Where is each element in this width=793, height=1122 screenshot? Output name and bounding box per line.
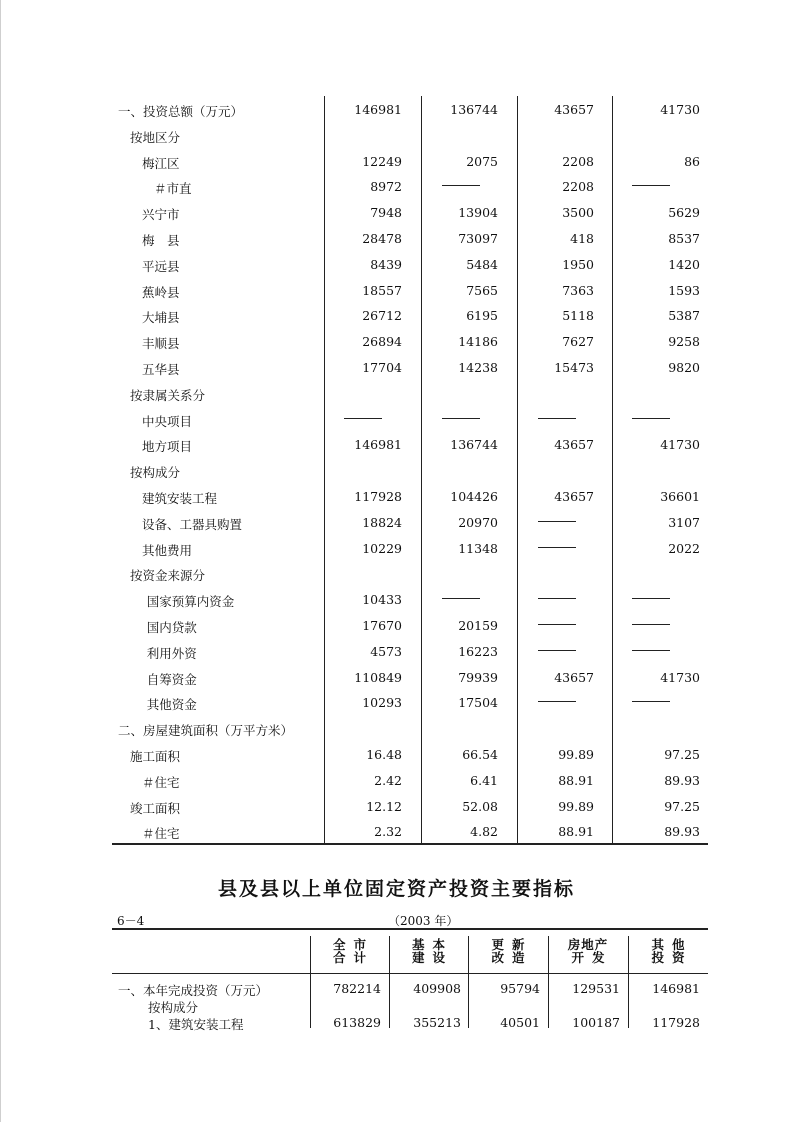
row-label: 按资金来源分 [130,568,206,584]
cell-value: 5387 [668,308,700,324]
cell-value: 9258 [668,334,700,350]
cell-value: 10293 [362,695,402,711]
cell-value: 41730 [660,437,700,453]
cell-value: 18557 [362,282,402,298]
cell-value: 99.89 [558,747,594,762]
empty-value-dash [538,521,576,522]
table-row [112,328,708,354]
cell-value: 14238 [458,360,498,375]
empty-value-dash [538,547,576,548]
cell-value: 7565 [466,282,498,298]
row-label: 蕉岭县 [142,284,180,300]
cell-value: 8439 [370,256,402,272]
row-label: 平远县 [142,258,180,274]
table-row [112,431,708,457]
cell-value: 36601 [660,489,700,504]
row-label: 按地区分 [130,129,181,145]
table-row [112,457,708,483]
cell-value: 129531 [572,981,620,996]
cell-value: 6.41 [470,772,498,788]
cell-value: 7363 [562,282,594,298]
cell-value: 12.12 [366,798,402,814]
column-header-line: 全市 [332,937,374,952]
cell-value: 12249 [362,153,402,169]
column-header-line: 建设 [411,950,453,965]
table-row [112,767,708,793]
cell-value: 14186 [458,334,498,350]
empty-value-dash [344,418,382,419]
cell-value: 43657 [554,437,594,453]
cell-value: 782214 [333,981,381,996]
empty-value-dash [442,418,480,419]
cell-value: 13904 [458,205,498,221]
table-row [112,535,708,561]
investment-table-continued [112,96,708,845]
cell-value: 4.82 [470,824,498,840]
empty-value-dash [632,701,670,702]
empty-value-dash [442,185,480,186]
empty-value-dash [538,701,576,702]
row-label: 梅 县 [142,233,180,248]
cell-value: 79939 [458,669,498,685]
table-row [112,354,708,380]
row-label: 其他费用 [142,542,193,558]
empty-value-dash [632,418,670,419]
column-header [389,938,468,964]
table-number: 6－4 [117,914,145,928]
cell-value: 89.93 [664,772,700,788]
cell-value: 17670 [362,618,402,633]
row-label: 兴宁市 [142,207,180,223]
cell-value: 1950 [562,256,594,272]
column-header-line: 基本 [411,937,453,952]
column-header [628,938,708,964]
cell-value: 136744 [450,102,498,117]
column-header-line: 改造 [491,950,533,965]
cell-value: 11348 [458,540,498,556]
table-row [112,793,708,819]
cell-value: 146981 [354,437,402,453]
cell-value: 2.42 [374,772,402,788]
cell-value: 7627 [562,334,594,350]
empty-value-dash [538,418,576,419]
main-indicators-table [112,928,708,1032]
cell-value: 418 [570,231,594,246]
table-row [112,173,708,199]
cell-value: 8537 [668,231,700,246]
table-top-rule [112,928,708,930]
cell-value: 409908 [413,981,461,996]
cell-value: 41730 [660,669,700,685]
cell-value: 2075 [466,153,498,169]
empty-value-dash [632,624,670,625]
cell-value: 5484 [466,256,498,272]
cell-value: 355213 [413,1015,461,1030]
cell-value: 16.48 [366,747,402,762]
empty-value-dash [538,650,576,651]
empty-value-dash [632,650,670,651]
row-label: 大埔县 [142,310,180,326]
table-row [112,96,708,122]
cell-value: 136744 [450,437,498,453]
row-label: 按构成分 [148,1000,199,1015]
row-label: 1、建筑安装工程 [148,1017,244,1032]
table-row [112,225,708,251]
table-row [112,148,708,174]
table-row [112,251,708,277]
cell-value: 95794 [500,981,540,996]
header-rule [112,973,708,974]
row-label: 梅江区 [142,155,180,171]
row-label: 按构成分 [130,465,181,481]
cell-value: 17504 [458,695,498,711]
column-header-line: 合计 [332,950,374,965]
row-label: ＃住宅 [142,826,180,842]
table-row [112,664,708,690]
cell-value: 10229 [362,540,402,556]
table-row [112,612,708,638]
row-label: 五华县 [142,362,180,377]
cell-value: 8972 [370,179,402,195]
cell-value: 146981 [652,981,700,996]
empty-value-dash [538,624,576,625]
row-label: 其他资金 [146,697,197,713]
row-label: 利用外资 [146,645,197,661]
cell-value: 20159 [458,618,498,633]
cell-value: 104426 [450,489,498,504]
cell-value: 99.89 [558,798,594,814]
page-edge [0,0,1,1122]
table-row [112,406,708,432]
cell-value: 117928 [652,1015,700,1030]
cell-value: 16223 [458,643,498,659]
cell-value: 117928 [354,489,402,504]
cell-value: 5629 [668,205,700,221]
row-label: 施工面积 [130,749,181,764]
column-header-line: 房地产 [567,937,609,952]
cell-value: 2022 [668,540,700,556]
empty-value-dash [632,185,670,186]
column-header-line: 其他 [651,937,693,952]
cell-value: 613829 [333,1015,381,1030]
cell-value: 6195 [466,308,498,324]
row-label: 二、房屋建筑面积（万平方米） [118,723,294,739]
cell-value: 146981 [354,102,402,117]
row-label: 建筑安装工程 [142,491,218,506]
cell-value: 97.25 [664,798,700,814]
cell-value: 26894 [362,334,402,350]
cell-value: 4573 [370,643,402,659]
cell-value: 18824 [362,514,402,530]
table-row [112,980,708,997]
cell-value: 2208 [562,153,594,169]
column-header-line: 投资 [651,950,693,965]
cell-value: 43657 [554,669,594,685]
table-row [112,380,708,406]
cell-value: 88.91 [558,824,594,840]
empty-value-dash [442,598,480,599]
cell-value: 43657 [554,102,594,117]
table-row [112,122,708,148]
row-label: 中央项目 [142,413,193,429]
cell-value: 52.08 [462,798,498,814]
table-row [112,199,708,225]
row-label: 按隶属关系分 [130,387,206,403]
row-label: 丰顺县 [142,336,180,352]
table-year: （2003 年） [388,914,459,928]
cell-value: 89.93 [664,824,700,840]
row-label: 竣工面积 [130,800,181,816]
cell-value: 28478 [362,231,402,246]
table-row [112,715,708,741]
column-header [468,938,548,964]
cell-value: 1420 [668,256,700,272]
cell-value: 86 [684,153,700,169]
row-label: 国内贷款 [146,620,197,635]
table-bottom-rule [112,843,708,845]
table-row [112,302,708,328]
row-label: 设备、工器具购置 [142,516,243,532]
cell-value: 2208 [562,179,594,195]
cell-value: 40501 [500,1015,540,1030]
cell-value: 26712 [362,308,402,324]
cell-value: 3107 [668,514,700,530]
empty-value-dash [538,598,576,599]
cell-value: 9820 [668,360,700,375]
column-header-line: 开发 [571,950,613,965]
column-header-line: 更新 [491,937,533,952]
table-row [112,560,708,586]
empty-value-dash [632,598,670,599]
cell-value: 88.91 [558,772,594,788]
table-row [112,277,708,303]
table-row [112,586,708,612]
cell-value: 5118 [562,308,594,324]
table-row [112,1014,708,1031]
cell-value: 66.54 [462,747,498,762]
row-label: 地方项目 [142,439,193,455]
table-row [112,741,708,767]
row-label: 自筹资金 [146,671,197,687]
cell-value: 73097 [458,231,498,246]
cell-value: 1593 [668,282,700,298]
row-label: ＃住宅 [142,774,180,790]
cell-value: 15473 [554,360,594,375]
cell-value: 10433 [362,592,402,608]
table-row [112,638,708,664]
column-header [548,938,628,964]
table-row [112,818,708,844]
row-label: 一、本年完成投资（万元） [118,983,269,998]
table-row [112,689,708,715]
cell-value: 7948 [370,205,402,221]
cell-value: 3500 [562,205,594,221]
table-row [112,997,708,1014]
cell-value: 2.32 [374,824,402,840]
cell-value: 20970 [458,514,498,530]
cell-value: 41730 [660,102,700,117]
table-row [112,509,708,535]
cell-value: 97.25 [664,747,700,762]
table-title: 县及县以上单位固定资产投资主要指标 [217,878,575,900]
cell-value: 100187 [572,1015,620,1030]
column-header [310,938,389,964]
cell-value: 110849 [354,669,402,685]
cell-value: 17704 [362,360,402,375]
table-row [112,483,708,509]
cell-value: 43657 [554,489,594,504]
row-label: 国家预算内资金 [146,594,235,610]
row-label: 一、投资总额（万元） [118,104,244,119]
row-label: ＃市直 [154,181,192,197]
